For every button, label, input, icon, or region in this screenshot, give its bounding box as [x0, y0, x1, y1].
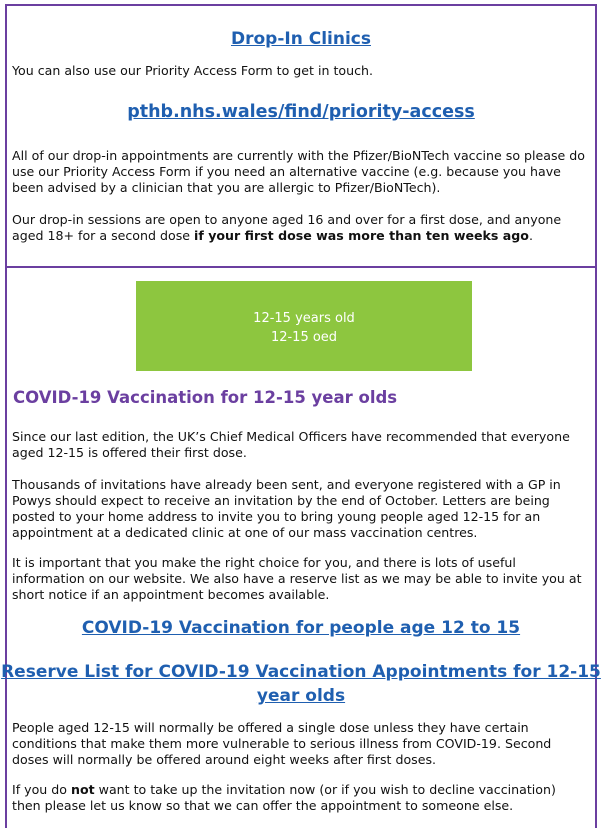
section-title: COVID-19 Vaccination for 12-15 year olds [13, 388, 398, 407]
cmo-recommendation-text: Since our last edition, the UK’s Chief Medical Officers have recommended that everyone aged 12-15 is offered their first dose. [12, 429, 570, 460]
dosing-text: People aged 12-15 will normally be offered a single dose unless they have certain conditions that make them more vulnerable to serious illness from COVID-19. Second doses will normally be offered around eight weeks after first doses. [12, 720, 552, 767]
invitations-text: Thousands of invitations have already been sent, and everyone registered with a GP in Powys should expect to receive an invitation by the end of October. Letters are being posted to your home address to invite you to bring young people aged 12-15 for an appointment at a dedicated clinic at one of our mass vaccination centres. [12, 477, 561, 540]
dropin-intro-text: You can also use our Priority Access Form to get in touch. [12, 63, 373, 78]
sessions-text-start: Our drop-in sessions are open to anyone aged 16 and over for a first dose, and anyone aged 18+ for a second dose [12, 212, 562, 243]
reserve-list-link[interactable]: Reserve List for COVID-19 Vaccination Appointments for 12-15 year olds [1, 662, 601, 706]
decline-text-start: If you do [12, 782, 71, 797]
sessions-text-bold: if your first dose was more than ten weeks ago [194, 228, 529, 243]
dropin-clinics-link[interactable]: Drop-In Clinics [230, 29, 371, 49]
priority-access-link[interactable]: pthb.nhs.wales/find/priority-access [127, 102, 475, 122]
dropin-vaccine-text: All of our drop-in appointments are currently with the Pfizer/BioNTech vaccine so please do use our Priority Access Form if you need an alternative vaccine (e.g. because you have been advised by a clinician that you are allergic to Pfizer/BioNTech). [12, 148, 585, 195]
decline-text-end: want to take up the invitation now (or if you wish to decline vaccination) then please let us know so that we can offer the appointment to someone else. [12, 782, 556, 813]
banner-line-welsh: 12-15 oed [270, 330, 338, 345]
age-banner [136, 281, 472, 371]
vaccination-12-15-link[interactable]: COVID-19 Vaccination for people age 12 to 15 [81, 618, 521, 638]
dropin-sessions-text [12, 212, 588, 244]
banner-line-english: 12-15 years old [253, 311, 355, 326]
sessions-text-end: . [528, 228, 533, 243]
decline-text [12, 782, 588, 814]
decline-text-bold: not [71, 782, 95, 797]
reserve-info-text: It is important that you make the right choice for you, and there is lots of useful information on our website. We also have a reserve list as we may be able to invite you at short notice if an appointment becomes available. [12, 555, 582, 602]
